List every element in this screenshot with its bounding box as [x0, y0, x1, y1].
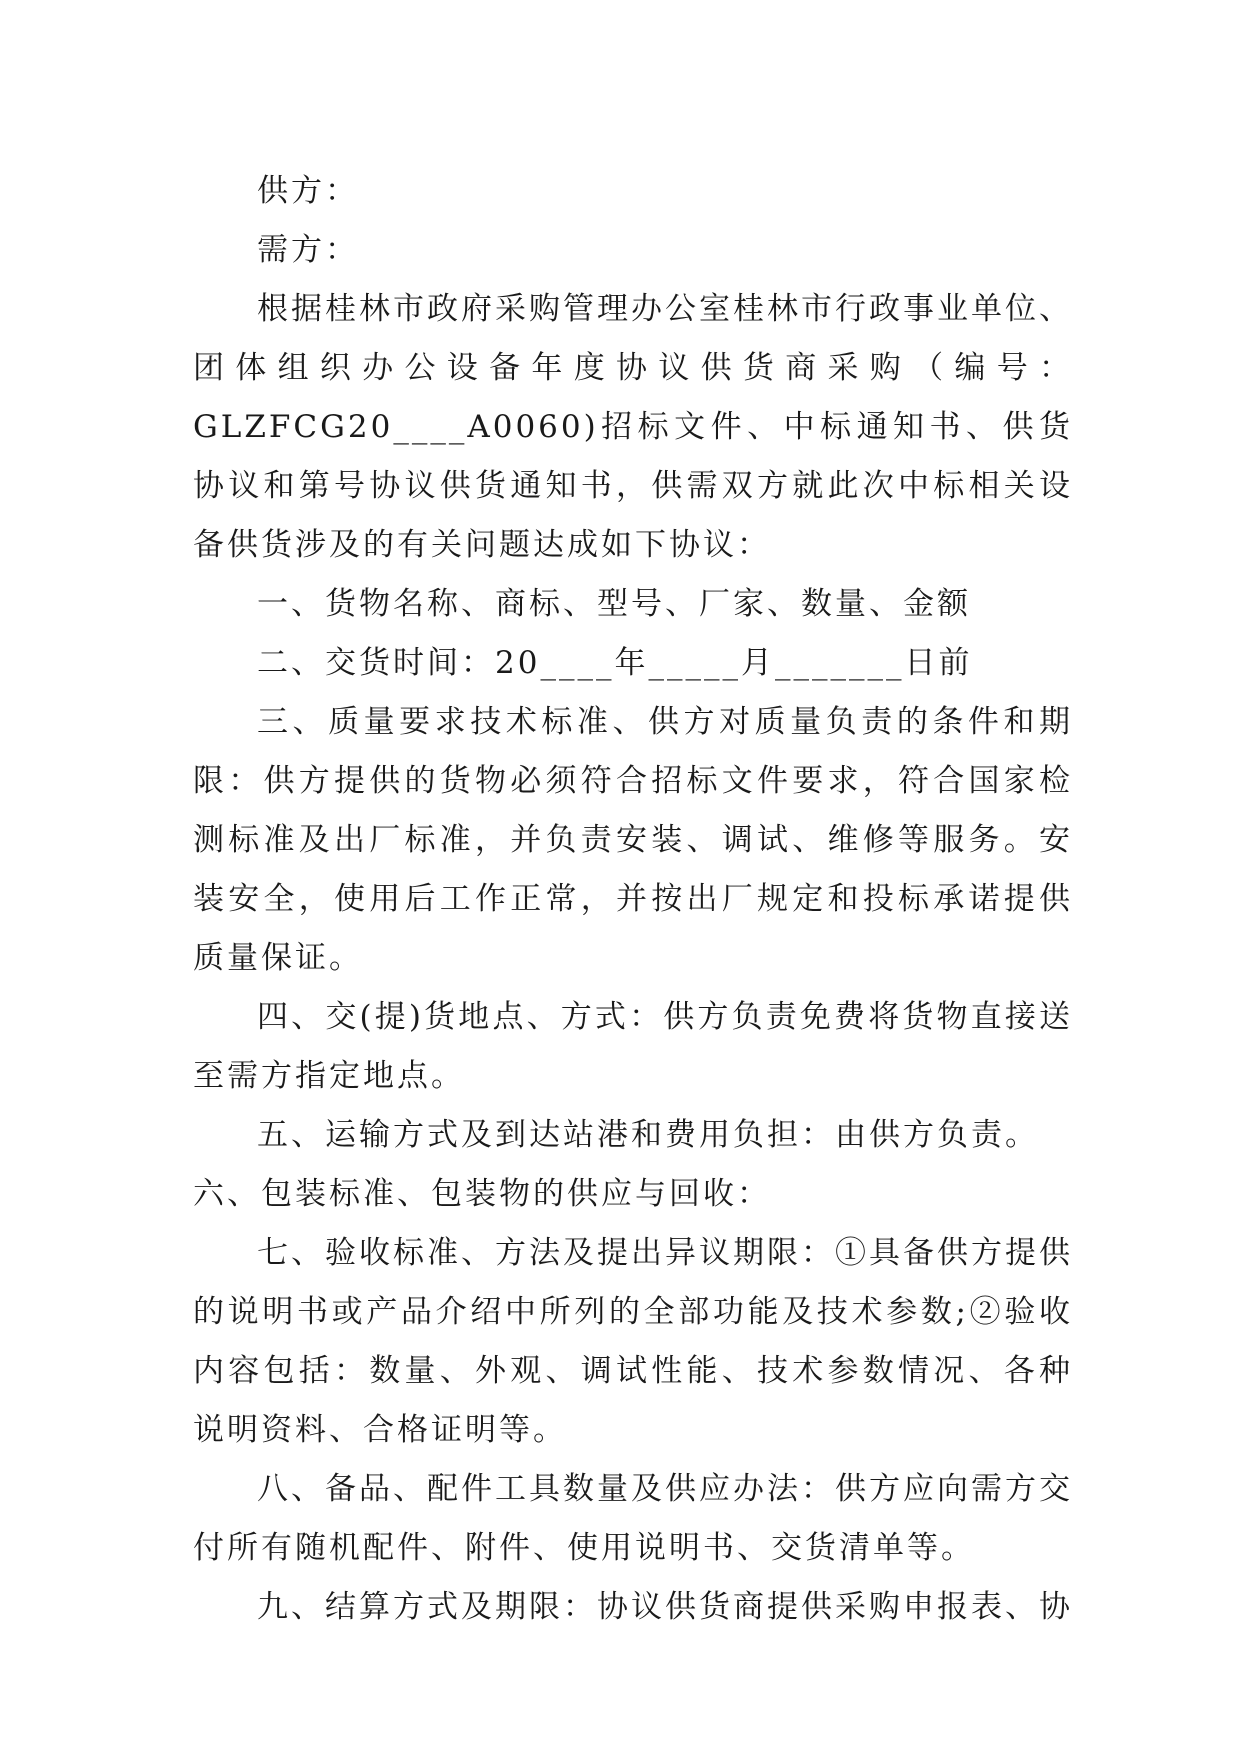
clause-2: 二、交货时间：20____年_____月_______日前	[257, 645, 973, 681]
clause-9: 九、结算方式及期限：协议供货商提供采购申报表、协	[257, 1589, 1073, 1625]
clause-4: 四、交(提)货地点、方式：供方负责免费将货物直接送至需方指定地点。	[193, 999, 1073, 1094]
clause-1: 一、货物名称、商标、型号、厂家、数量、金额	[257, 586, 971, 622]
preamble-paragraph: 根据桂林市政府采购管理办公室桂林市行政事业单位、团体组织办公设备年度协议供货商采购（编号：GLZFCG20____A0060)招标文件、中标通知书、供货协议和第号协议供货通知书，供需双方就此次中标相关设备供货涉及的有关问题达成如下协议：	[193, 291, 1073, 563]
clause-8: 八、备品、配件工具数量及供应办法：供方应向需方交付所有随机配件、附件、使用说明书、交货清单等。	[193, 1471, 1073, 1566]
document-body	[193, 162, 1073, 1637]
clause-6: 六、包装标准、包装物的供应与回收：	[193, 1176, 771, 1212]
clause-3: 三、质量要求技术标准、供方对质量负责的条件和期限：供方提供的货物必须符合招标文件要求，符合国家检测标准及出厂标准，并负责安装、调试、维修等服务。安装安全，使用后工作正常，并按出厂规定和投标承诺提供质量保证。	[193, 704, 1073, 976]
buyer-line: 需方：	[257, 232, 359, 268]
supplier-line: 供方：	[257, 173, 359, 209]
clause-7: 七、验收标准、方法及提出异议期限：①具备供方提供的说明书或产品介绍中所列的全部功能及技术参数;②验收内容包括：数量、外观、调试性能、技术参数情况、各种说明资料、合格证明等。	[193, 1235, 1073, 1448]
clause-5: 五、运输方式及到达站港和费用负担：由供方负责。	[257, 1117, 1039, 1153]
